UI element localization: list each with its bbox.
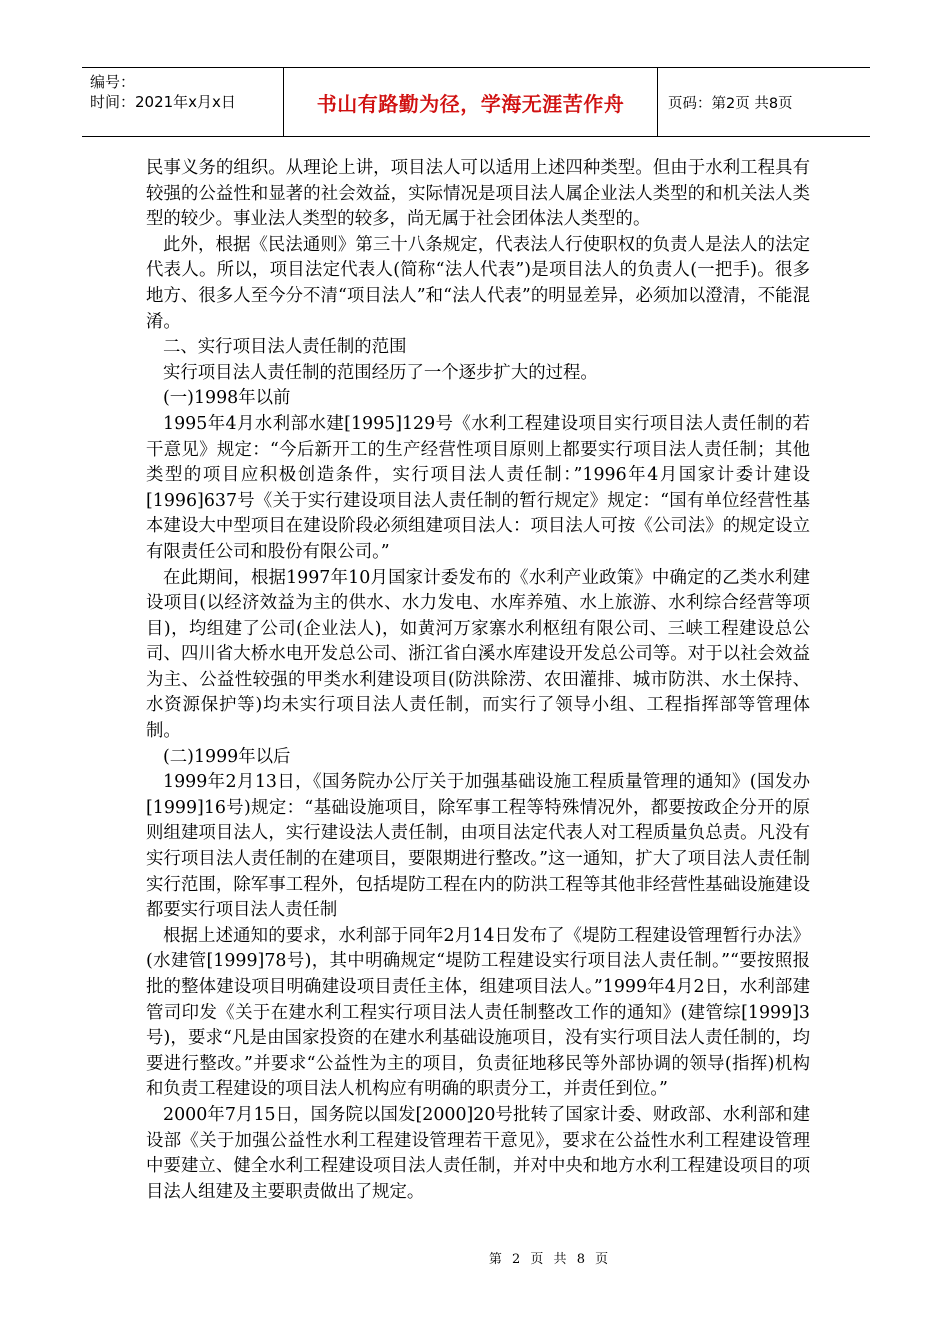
paragraph: 1995年4月水利部水建[1995]129号《水利工程建设项目实行项目法人责任制的若干意见》规定：“今后新开工的生产经营性项目原则上都要实行项目法人责任制；其他类型的项目应积极创造条件，实行项目法人责任制：”1996年4月国家计委计建设[1996]637号《关于实行建设项目法人责任制的暂行规定》规定：“国有单位经营性基本建设大中型项目在建设阶段必须组建项目法人：项目法人可按《公司法》的规定设立有限责任公司和股份有限公司。”	[146, 413, 810, 562]
document-body	[146, 156, 810, 1205]
paragraph: 2000年7月15日，国务院以国发[2000]20号批转了国家计委、财政部、水利部和建设部《关于加强公益性水利工程建设管理若干意见》，要求在公益性水利工程建设管理中要建立、健全水利工程建设项目法人责任制，并对中央和地方水利工程建设项目的项目法人组建及主要职责做出了规定。	[146, 1104, 810, 1202]
header-meta	[82, 68, 284, 136]
paragraph: 1999年2月13日，《国务院办公厅关于加强基础设施工程质量管理的通知》(国发办[1999]16号)规定：“基础设施项目，除军事工程等特殊情况外，都要按政企分开的原则组建项目法人，实行建设法人责任制，由项目法定代表人对工程质量负总责。凡没有实行项目法人责任制的在建项目，要限期进行整改。”这一通知，扩大了项目法人责任制实行范围，除军事工程外，包括堤防工程在内的防洪工程等其他非经营性基础设施建设都要实行项目法人责任制	[146, 772, 810, 921]
subsection-heading: (二)1999年以后	[163, 746, 291, 767]
section-heading: 二、实行项目法人责任制的范围	[163, 337, 407, 358]
paragraph: 民事义务的组织。从理论上讲，项目法人可以适用上述四种类型。但由于水利工程具有较强的公益性和显著的社会效益，实际情况是项目法人属企业法人类型的和机关法人类型的较少。事业法人类型的较多，尚无属于社会团体法人类型的。	[146, 158, 810, 230]
paragraph: 在此期间，根据1997年10月国家计委发布的《水利产业政策》中确定的乙类水利建设项目(以经济效益为主的供水、水力发电、水库养殖、水上旅游、水利综合经营等项目)，均组建了公司(企业法人)，如黄河万家寨水利枢纽有限公司、三峡工程建设总公司、四川省大桥水电开发总公司、浙江省白溪水库建设开发总公司等。对于以社会效益为主、公益性较强的甲类水利建设项目(防洪除涝、农田灌排、城市防洪、水土保持、水资源保护等)均未实行项目法人责任制，而实行了领导小组、工程指挥部等管理体制。	[146, 567, 810, 742]
serial-number-label: 编号：	[90, 73, 136, 91]
header-motto: 书山有路勤为径，学海无涯苦作舟	[284, 68, 658, 136]
page-header	[82, 67, 870, 137]
date-label: 时间：2021年x月x日	[90, 93, 236, 111]
paragraph: 根据上述通知的要求，水利部于同年2月14日发布了《堤防工程建设管理暂行办法》(水建管[1999]78号)，其中明确规定“堤防工程建设实行项目法人责任制。”“要按照报批的整体建设项目明确建设项目责任主体，组建项目法人。”1999年4月2日，水利部建管司印发《关于在建水利工程实行项目法人责任制整改工作的通知》(建管综[1999]3号)，要求“凡是由国家投资的在建水利基础设施项目，没有实行项目法人责任制的，均要进行整改。”并要求“公益性为主的项目，负责征地移民等外部协调的领导(指挥)机构和负责工程建设的项目法人机构应有明确的职责分工，并责任到位。”	[146, 925, 810, 1100]
subsection-heading: (一)1998年以前	[163, 388, 291, 409]
paragraph: 此外，根据《民法通则》第三十八条规定，代表法人行使职权的负责人是法人的法定代表人。所以，项目法定代表人(简称“法人代表”)是项目法人的负责人(一把手)。很多地方、很多人至今分不清“项目法人”和“法人代表”的明显差异，必须加以澄清，不能混淆。	[146, 234, 810, 332]
page-footer: 第 2 页 共 8 页	[488, 1252, 612, 1267]
header-page-info: 页码：第2页 共8页	[668, 95, 793, 112]
paragraph: 实行项目法人责任制的范围经历了一个逐步扩大的过程。	[163, 362, 598, 383]
